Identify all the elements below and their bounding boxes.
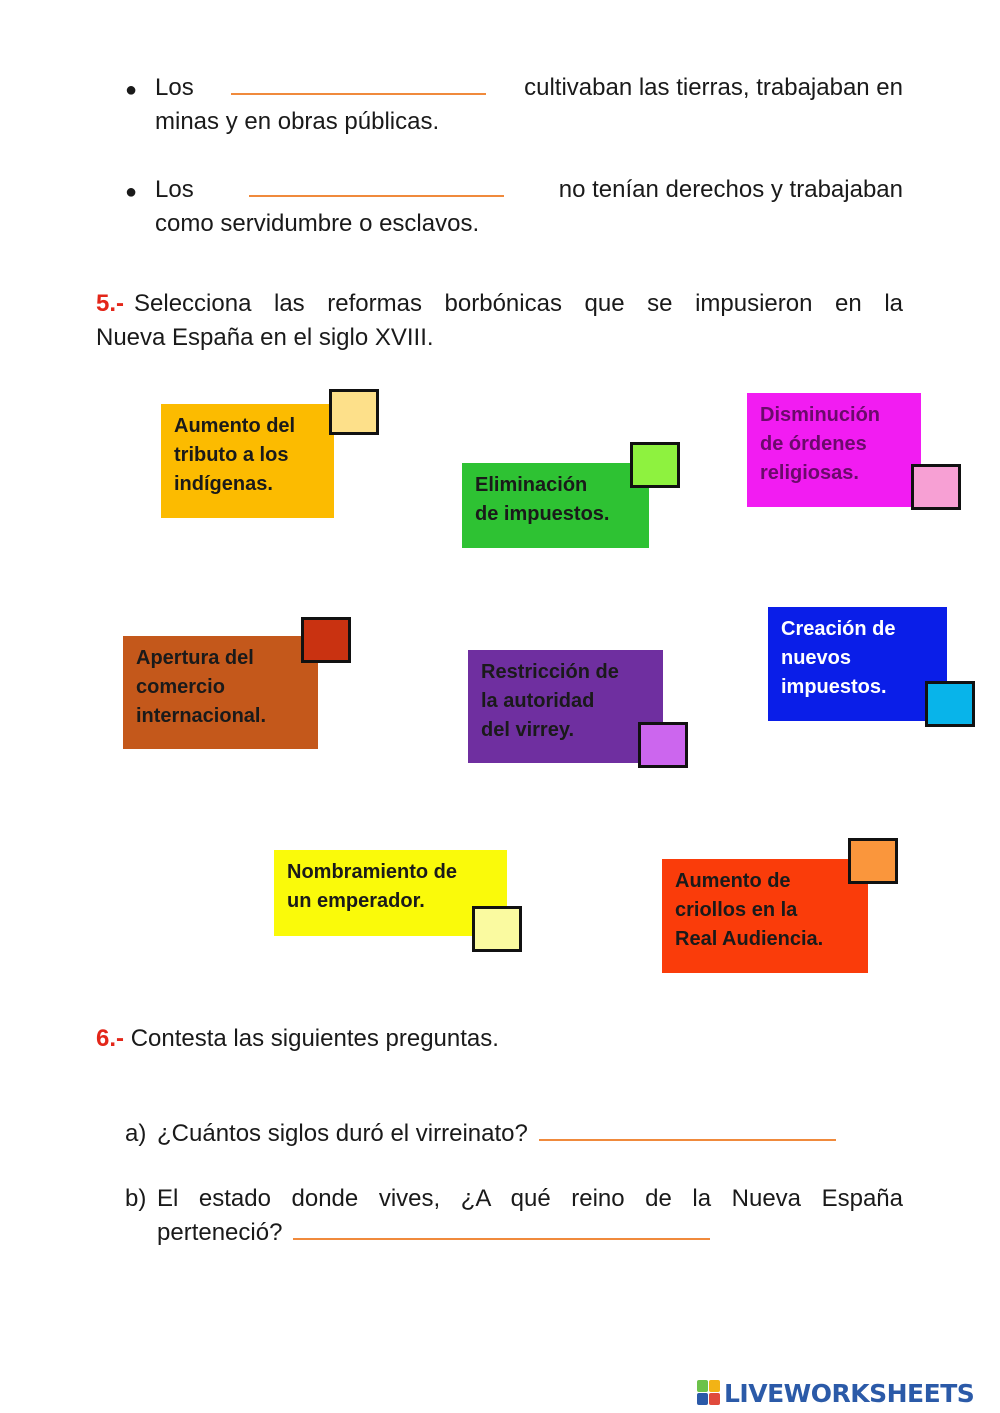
option-aumento-tributo <box>161 404 334 518</box>
option-label-line: impuestos. <box>781 676 887 698</box>
checkbox-creacion-impuestos[interactable] <box>925 681 975 727</box>
answer-blank-2[interactable] <box>249 173 504 197</box>
checkbox-restriccion-virrey[interactable] <box>638 722 688 768</box>
bullet-1-text: cultivaban las tierras, trabajaban en <box>524 74 903 101</box>
option-label-line: indígenas. <box>174 473 273 495</box>
option-disminucion-ordenes <box>747 393 921 507</box>
option-label-line: religiosas. <box>760 462 859 484</box>
checkbox-nombramiento-emperador[interactable] <box>472 906 522 952</box>
option-label-line: Disminución <box>760 404 881 426</box>
option-apertura-comercio <box>123 636 318 749</box>
option-label-line: de órdenes <box>760 433 867 455</box>
checkbox-disminucion-ordenes[interactable] <box>911 464 961 510</box>
liveworksheets-logo-icon <box>697 1380 721 1406</box>
bullet-2-text: no tenían derechos y trabajaban <box>558 176 903 203</box>
question-5 <box>96 287 903 355</box>
question-6a <box>157 1117 903 1151</box>
bullet-1-prefix: Los <box>155 74 194 101</box>
question-5-text: Selecciona las reformas borbónicas que se impusieron en la <box>134 290 903 317</box>
option-label-line: un emperador. <box>287 890 425 912</box>
option-label-line: tributo a los <box>174 444 289 466</box>
liveworksheets-brand-text: LIVEWORKSHEETS <box>724 1378 975 1408</box>
checkbox-aumento-tributo[interactable] <box>329 389 379 435</box>
option-label-line: Creación de <box>781 618 896 640</box>
question-6b <box>157 1182 903 1250</box>
checkbox-eliminacion-impuestos[interactable] <box>630 442 680 488</box>
checkbox-aumento-criollos[interactable] <box>848 838 898 884</box>
bullet-1 <box>155 71 903 139</box>
option-label-line: Aumento del <box>174 415 296 437</box>
option-label-line: del virrey. <box>481 719 575 741</box>
question-6b-line2: perteneció? <box>157 1219 283 1246</box>
option-label-line: Real Audiencia. <box>675 928 824 950</box>
bullet-dot: ● <box>125 79 138 101</box>
option-label-line: Eliminación <box>475 474 588 496</box>
question-6a-text: ¿Cuántos siglos duró el virreinato? <box>157 1120 528 1147</box>
answer-blank-1[interactable] <box>231 71 486 95</box>
option-label-line: internacional. <box>136 705 267 727</box>
question-6-number: 6.- <box>96 1025 125 1052</box>
question-6b-line1: El estado donde vives, ¿A qué reino de la Nueva España <box>157 1185 903 1212</box>
question-5-number: 5.- <box>96 290 125 317</box>
checkbox-apertura-comercio[interactable] <box>301 617 351 663</box>
question-6a-label: a) <box>125 1120 147 1147</box>
option-label-line: la autoridad <box>481 690 595 712</box>
bullet-2-line2: como servidumbre o esclavos. <box>155 210 480 237</box>
question-5-line2: Nueva España en el siglo XVIII. <box>96 324 434 351</box>
bullet-2-prefix: Los <box>155 176 194 203</box>
option-label-line: comercio <box>136 676 225 698</box>
bullet-dot: ● <box>125 181 138 203</box>
bullet-2 <box>155 173 903 241</box>
option-label-line: Aumento de <box>675 870 791 892</box>
liveworksheets-logo <box>697 1378 974 1408</box>
option-label-line: de impuestos. <box>475 503 610 525</box>
option-aumento-criollos <box>662 859 868 973</box>
question-6 <box>96 1022 903 1056</box>
question-6-text: Contesta las siguientes preguntas. <box>130 1025 499 1052</box>
option-creacion-impuestos <box>768 607 947 721</box>
option-label-line: Apertura del <box>136 647 254 669</box>
answer-blank-6b[interactable] <box>293 1216 710 1240</box>
option-label-line: Nombramiento de <box>287 861 458 883</box>
question-6b-label: b) <box>125 1185 147 1212</box>
option-label-line: nuevos <box>781 647 852 669</box>
option-label-line: Restricción de <box>481 661 619 683</box>
option-eliminacion-impuestos <box>462 463 649 548</box>
bullet-1-line2: minas y en obras públicas. <box>155 108 440 135</box>
option-restriccion-virrey <box>468 650 663 763</box>
answer-blank-6a[interactable] <box>539 1117 836 1141</box>
option-label-line: criollos en la <box>675 899 798 921</box>
